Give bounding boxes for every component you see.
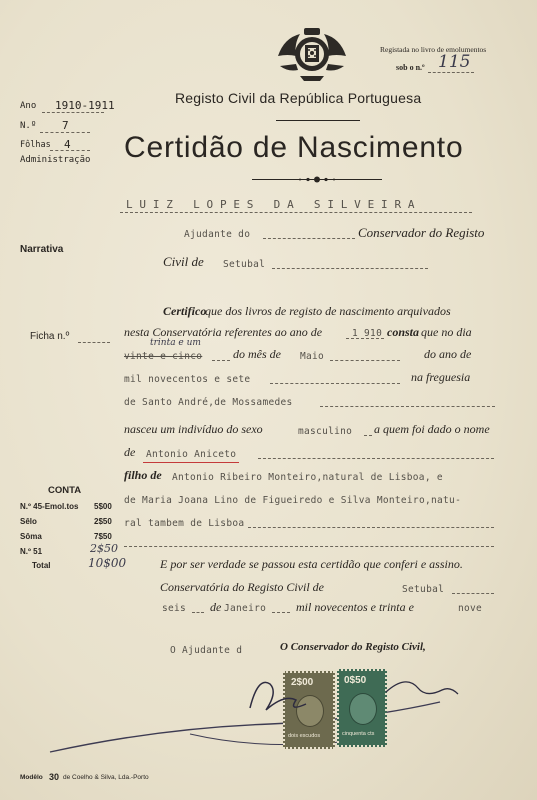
conta-row-value: 2$50 bbox=[90, 542, 118, 555]
ficha-label: Ficha n.º bbox=[30, 331, 70, 342]
date-day: seis bbox=[162, 603, 187, 614]
conservador-label: Conservador do Registo bbox=[358, 225, 485, 240]
mother: de Maria Joana Lino de Figueiredo e Silva Monteiro,natu- bbox=[124, 495, 462, 506]
parish: de Santo André,de Mossamedes bbox=[124, 397, 293, 408]
stamp-value: 0$50 bbox=[344, 675, 367, 686]
footer-modelo-number: 30 bbox=[49, 772, 60, 782]
ano-label: Ano bbox=[20, 101, 37, 111]
conta-row-label: Sêlo bbox=[20, 517, 37, 526]
name-underline bbox=[143, 462, 239, 463]
ajudante-typed: Ajudante do bbox=[184, 229, 251, 240]
a-quem-text: a quem foi dado o nome bbox=[374, 422, 490, 436]
conta-row-value: 10$00 bbox=[88, 556, 127, 570]
numero-value: 7 bbox=[62, 119, 69, 132]
year-words: mil novecentos e sete bbox=[124, 374, 251, 385]
stamp-caption: cinquenta cts bbox=[342, 731, 375, 737]
page-title: Certidão de Nascimento bbox=[124, 131, 464, 164]
conta-row-label: Total bbox=[32, 561, 51, 570]
header-rule bbox=[276, 120, 360, 121]
conta-row-label: N.º 45-Emol.tos bbox=[20, 502, 79, 511]
sexo-value: masculino bbox=[298, 426, 353, 437]
child-name: Antonio Aniceto bbox=[146, 449, 237, 460]
por-ser-text: E por ser verdade se passou esta certidão que conferi e assino. bbox=[160, 557, 463, 571]
month: Maio bbox=[300, 351, 325, 362]
institution-title: Registo Civil da República Portuguesa bbox=[175, 90, 422, 106]
folhas-value: 4 bbox=[64, 138, 71, 151]
coat-of-arms-emblem bbox=[274, 26, 350, 84]
day-typed: vinte e cinco bbox=[124, 351, 203, 362]
registo-number: 115 bbox=[438, 52, 471, 72]
conta-row-value: 5$00 bbox=[94, 502, 112, 511]
p2-text: nesta Conservatória referentes ao ano de bbox=[124, 325, 323, 339]
conservatoria-place: Setubal bbox=[402, 584, 445, 595]
father: Antonio Ribeiro Monteiro,natural de Lisboa, e bbox=[172, 472, 443, 483]
registo-line: Registada no livro de emolumentos bbox=[380, 45, 487, 54]
do-mes-label: do mês de bbox=[233, 347, 281, 361]
nasceu-text: nasceu um indivíduo do sexo bbox=[124, 422, 263, 436]
conta-row-label: Sôma bbox=[20, 532, 42, 541]
ajudante-sign-label: O Ajudante d bbox=[170, 645, 243, 656]
conta-row-value: 7$50 bbox=[94, 532, 112, 541]
consta-label: consta bbox=[387, 325, 420, 339]
ano-value: 1910-1911 bbox=[55, 99, 115, 112]
mother-cont: ral tambem de Lisboa bbox=[124, 518, 245, 529]
administracao-label: Administração bbox=[20, 155, 91, 165]
title-ornament bbox=[252, 175, 382, 184]
conservador-sign-label: O Conservador do Registo Civil, bbox=[280, 641, 426, 653]
stamp-value: 2$00 bbox=[291, 677, 314, 688]
de-label: de bbox=[124, 445, 136, 459]
day-handwritten: trinta e um bbox=[150, 338, 201, 348]
stamp-caption: dois escudos bbox=[288, 733, 321, 739]
civil-de-label: Civil de bbox=[163, 254, 204, 269]
date-year-end: nove bbox=[458, 603, 483, 614]
civil-place: Setubal bbox=[223, 259, 266, 270]
date-de-label: de bbox=[210, 600, 222, 614]
narrativa-label: Narrativa bbox=[20, 244, 64, 255]
conta-title: CONTA bbox=[48, 485, 82, 496]
handwritten-signature bbox=[236, 664, 466, 724]
conta-row-value: 2$50 bbox=[94, 517, 112, 526]
p2-year: 1 910 bbox=[352, 328, 383, 339]
date-year-words: mil novecentos e trinta e bbox=[296, 600, 414, 614]
certifico-label: Certifico bbox=[163, 304, 207, 318]
date-month: Janeiro bbox=[224, 603, 267, 614]
official-name: LUIZ LOPES DA SILVEIRA bbox=[126, 198, 422, 211]
freguesia-label: na freguesia bbox=[411, 370, 471, 384]
filho-label: filho de bbox=[124, 468, 162, 482]
footer-printer: de Coelho & Silva, Lda.-Porto bbox=[63, 774, 149, 781]
p2-end: que no dia bbox=[421, 325, 472, 339]
conta-row-label: N.º 51 bbox=[20, 547, 43, 556]
do-ano-label: do ano de bbox=[424, 347, 472, 361]
numero-label: N.º bbox=[20, 121, 37, 131]
folhas-label: Fôlhas bbox=[20, 140, 51, 150]
p1-text: que dos livros de registo de nascimento arquivados bbox=[205, 304, 451, 318]
conservatoria-text: Conservatória do Registo Civil de bbox=[160, 580, 324, 594]
registo-sob-label: sob o n.º bbox=[396, 63, 425, 72]
footer-modelo-label: Modêlo bbox=[20, 774, 43, 781]
